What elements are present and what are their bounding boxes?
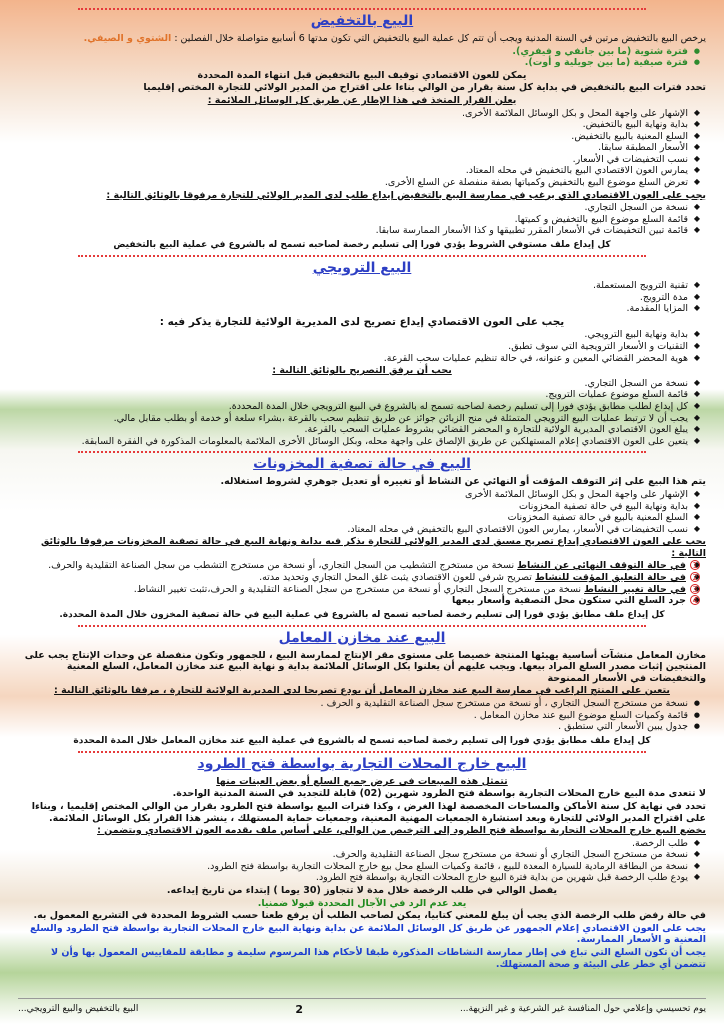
section-title-factory-stores: البيع عند مخازن المعامل — [278, 629, 446, 646]
list-item: ◆ هوية المحضر القضائي المعين و عنوانه، في حالة تنظيم عمليات سحب القرعة. — [18, 353, 700, 365]
case-text: تصريح شرفي للعون الاقتصادي يثبت غلق المحل التجاري وتحديد مدته. — [259, 571, 535, 583]
documents-list — [18, 202, 706, 237]
list-item: ◆ بداية ونهاية البيع بالتخفيض. — [18, 119, 700, 131]
list-item: ◆ قائمة السلع موضوع عمليات الترويج. — [18, 389, 700, 401]
list-item: ◆ نسخة من السجل التجاري. — [18, 202, 700, 214]
list-item: ◆ يمارس العون الاقتصادي البيع بالتخفيض في محله المعتاد. — [18, 165, 700, 177]
paragraph: يجب على العون الاقتصادي إعلام الجمهور عن طريق كل الوسائل الملائمة عن بداية ونهاية البيع خارج المحلات التجارية بواسطة فتح الطرود والسلع المعنية و الأسعار الممارسة. — [29, 922, 706, 946]
list-item: ◆ كل إيداع لطلب مطابق يؤدي فورا إلى تسليم رخصة لصاحبه تسمح له بالشروع في البيع الترويجي خلال المدة المحددة. — [18, 401, 700, 413]
divider — [78, 625, 646, 627]
list-item: ◆ التقنيات و الأسعار الترويجية التي سوف تطبق. — [18, 341, 700, 353]
list-item: ◆ بداية ونهاية البيع في حالة تصفية المخزونات — [18, 501, 700, 513]
case-text: نسخة من مستخرج التشطيب من السجل التجاري، أو نسخة من مستخرج التشطب من سجل الصناعة التقليدية والحرف. — [48, 560, 518, 572]
list-item: ◆ نسب التخفيضات في الأسعار. — [18, 154, 700, 166]
list-item: ◆ قائمة تبين التخفيضات في الأسعار المقرر تطبيقها و كذا الأسعار الممارسة سابقا. — [18, 225, 700, 237]
note: كل إيداع ملف مطابق يؤدي فورا إلى تسليم رخصة لصاحبه تسمح له بالشروع في عملية البيع في حالة تصفية المخزون خلال المدة المحددة. — [59, 609, 665, 620]
note: كل إيداع ملف مطابق يؤدي فورا إلى تسليم رخصة لصاحبه تسمح له بالشروع في عملية البيع عند مخازن المعامل خلال المدة المحددة — [73, 735, 651, 746]
list-item: ◆ يجب أن لا ترتبط عمليات البيع الترويجي المتمثلة في منح الزبائن جوائز عن طريق تنظيم سحب بالقرعة ،بشراء سلعة أو خدمة أو بطلب مقابل مالي. — [18, 413, 700, 425]
paragraph: تحدد فترات البيع بالتخفيض في بداية كل سنة بقرار من الوالي بناءا على اقتراح من المدير الولائي للتجارة المختص إقليميا — [143, 82, 706, 94]
footer-right-text: يوم تحسيسي وإعلامي حول المنافسة غير الشرعية و غير النزيهة... — [459, 1004, 706, 1015]
list-item — [18, 584, 700, 596]
cases-list — [18, 560, 706, 606]
paragraph: يجب على العون الاقتصادي إيداع تصريح مسبق لدى المدير الولائي للتجارة يذكر فيه بداية ونهاية البيع في حالة تصفية المخزونات مرفوقا بالوثائق التالية : — [40, 536, 706, 559]
paragraph: لا تتعدى مدة البيع خارج المحلات التجارية بواسطة فتح الطرود شهرين (02) قابلة للتجديد في السنة المدنية الواحدة. — [172, 788, 706, 800]
list-item: ◆ السلع المعنية بالبيع في حالة تصفية المخزونات — [18, 512, 700, 524]
footer-left-text: البيع بالتخفيض والبيع الترويجي... — [18, 1004, 139, 1015]
paragraph: يعد عدم الرد في الآجال المحددة قبولا ضمنيا. — [257, 897, 467, 909]
list-item: ◆ بداية ونهاية البيع الترويجي. — [18, 329, 700, 341]
list-item: ● فترة صيفية (ما بين جويلية و أوت). — [18, 57, 700, 69]
clearance-list — [18, 489, 706, 535]
section-title-promotional-sale: البيع الترويجي — [312, 259, 412, 276]
list-item: ◆ نسخة من البطاقة الرمادية للسيارة المعدة للبيع ، قائمة وكميات السلع محل بيع خارج المحلات التجارية بواسطة فتح الطرود. — [18, 861, 700, 873]
list-item: ◆ مدة الترويج. — [18, 292, 700, 304]
divider — [78, 451, 646, 453]
number-badge: ◆ 4 — [690, 595, 700, 605]
list-item: ◆ يبلغ العون الاقتصادي المديرية الولائية للتجارة و المحضر القضائي بشروط عمليات السحب بالقرعة. — [18, 424, 700, 436]
number-badge: ◆ 2 — [690, 572, 700, 582]
section-title-sales-discount: البيع بالتخفيض — [310, 13, 414, 29]
announcement-list — [18, 108, 706, 189]
list-item: ◆ تعرض السلع موضوع البيع بالتخفيض وكمياتها بصفة منفصلة عن السلع الأخرى. — [18, 177, 700, 189]
promo-list — [18, 280, 706, 315]
list-item — [18, 595, 700, 607]
list-item: ◆ نسخة من السجل التجاري. — [18, 378, 700, 390]
case-head: في حالة التعليق المؤقت للنشاط — [534, 571, 686, 583]
divider — [78, 8, 646, 10]
highlight-text: الشتوي و الصيفي. — [83, 33, 172, 45]
list-item: ◆ المزايا المقدمة. — [18, 303, 700, 315]
paragraph: مخازن المعامل منشآت أساسية يهيئها المنتجة خصيصا على مستوى مقر الإنتاج لممارسة البيع ، للجمهور وتكون منفصلة عن وحدات الإنتاج يجب على المنتجين إثبات مصدر السلع المراد بيعها. ويجب عليهم أن يعلنوا بكل الوسائل الملائمة بداية و نهاية البيع عند مخازن المعامل، السلع المعنية والتخفيضات في الأسعار الممنوحة — [24, 649, 706, 684]
case-text: نسخة من مستخرج السجل التجاري أو نسخة من مستخرج من سجل الصناعة التقليدية و الحرف،تثبت تغيير النشاط. — [133, 583, 585, 595]
case-head: جرد السلع التي ستكون محل التصفية وأسعار بيعها — [451, 595, 686, 607]
list-item: ◆ الإشهار على واجهة المحل و بكل الوسائل الملائمة الأخرى. — [18, 108, 700, 120]
period-list — [18, 46, 706, 69]
paragraph: يعلن القرار المتخذ في هذا الإطار عن طريق كل الوسائل الملائمة : — [207, 94, 517, 106]
list-item: ● جدول يبين الأسعار التي ستطبق . — [18, 721, 700, 733]
text: يرخص البيع بالتخفيض مرتين في السنة المدنية ويجب أن تتم كل عملية البيع بالتخفيض التي تكون مدتها 6 أسابيع متواصلة خلال الفصلين : — [171, 33, 706, 45]
paragraph: يخضع البيع خارج المحلات التجارية بواسطة فتح الطرود إلى الترخيص من الوالي، على أساس ملف يقدمه العون الاقتصادي ويتضمن : — [97, 825, 706, 837]
factory-docs-list — [18, 698, 706, 733]
list-item — [18, 572, 700, 584]
paragraph: يتعين على المنتج الراغب في ممارسة البيع عند مخازن المعامل أن يودع تصريحا لدى المديرية الولائية للتجارة ، مرفقا بالوثائق التالية : — [54, 685, 670, 697]
paragraph: يجب على العون الاقتصادي الذي يرغب في ممارسة البيع بالتخفيض إيداع طلب لدى المدير الولائي للتجارة مرفوقا بالوثائق التالية : — [106, 189, 706, 201]
section-title-outside-sales: البيع خارج المحلات التجارية بواسطة فتح الطرود — [197, 755, 527, 772]
paragraph: يجب على العون الاقتصادي إيداع تصريح لدى المديرية الولائية للتجارة يذكر فيه : — [159, 315, 565, 328]
page-footer — [18, 998, 706, 1020]
list-item: ◆ تقنية الترويج المستعملة. — [18, 280, 700, 292]
declaration-list — [18, 329, 706, 364]
divider — [78, 255, 646, 257]
list-item: ● نسخة من مستخرج السجل التجاري ، أو نسخة من مستخرج سجل الصناعة التقليدية و الحرف . — [18, 698, 700, 710]
list-item: ◆ نسخة من مستخرج السجل التجاري أو نسخة من مستخرج سجل الصناعة التقليدية والحرف. — [18, 849, 700, 861]
document-page — [18, 4, 706, 994]
paragraph: تتمثل هذه المبيعات في عرض جميع السلع أو بعض العينات منها — [216, 775, 508, 787]
paragraph: يجب أن تكون السلع التي تباع في إطار ممارسة النشاطات المذكورة طبقا لأحكام هذا المرسوم سليمة و مطابقة للمقاييس المعمول بها وأن لا تتضمن أي خطر على البيئة و صحة المستهلك. — [51, 946, 706, 970]
paragraph: يمكن للعون الاقتصادي توقيف البيع بالتخفيض قبل انتهاء المدة المحددة — [197, 69, 527, 81]
list-item: ● قائمة وكميات السلع موضوع البيع عند مخازن المعامل . — [18, 710, 700, 722]
divider — [78, 751, 646, 753]
list-item: ◆ الإشهار على واجهة المحل و بكل الوسائل الملائمة الأخرى — [18, 489, 700, 501]
list-item: ◆ يتعين على العون الاقتصادي إعلام المستهلكين عن طريق الإلصاق على واجهة محله، وبكل الوسائل الأخرى الملائمة بالمعلومات المذكورة في الفقرة السابقة. — [18, 436, 700, 448]
paragraph: يجب أن يرفق التصريح بالوثائق التالية : — [272, 365, 452, 377]
paragraph: يتم هذا البيع على إثر التوقف المؤقت أو النهائي عن النشاط أو تغييره أو تعديل جوهري لشروط استغلاله. — [220, 476, 706, 488]
list-item: ◆ يودع طلب الرخصة قبل شهرين من بداية فترة البيع خارج المحلات التجارية بواسطة فتح الطرود. — [18, 872, 700, 884]
list-item: ◆ السلع المعنية بالبيع بالتخفيض. — [18, 131, 700, 143]
list-item: ◆ طلب الرخصة. — [18, 838, 700, 850]
paragraph — [18, 33, 706, 45]
attachments-list — [18, 378, 706, 447]
list-item — [18, 560, 700, 572]
case-head: في حالة التوقف النهائي عن النشاط — [517, 560, 686, 572]
paragraph: تحدد في نهاية كل سنة الأماكن والمساحات المخصصة لهذا الغرض ، وكذا فترات البيع بواسطة فتح الطرود بقرار من الوالي المختص إقليميا ، وبناءا على اقتراح المدير الولائي للتجارة وبعد استشارة الجمعيات المهنية المعنية، وجمعيات حماية المستهلك ، ينشر هذا القرار بكل الوسائل الملائمة. — [31, 801, 706, 824]
list-item: ● فترة شتوية (ما بين جانفي و فيفري). — [18, 46, 700, 58]
list-item: ◆ قائمة السلع موضوع البيع بالتخفيض و كميتها. — [18, 214, 700, 226]
list-item: ◆ نسب التخفيضات في الأسعار، يمارس العون الاقتصادي البيع بالتخفيض في محله المعتاد. — [18, 524, 700, 536]
page-number: 2 — [295, 1002, 303, 1016]
case-head: في حالة تغيير النشاط — [584, 583, 686, 595]
note: كل إيداع ملف مستوفي الشروط يؤدي فورا إلى تسليم رخصة لصاحبه تسمح له بالشروع في عملية البيع بالتخفيض — [113, 239, 611, 250]
number-badge: ◆ 3 — [690, 584, 700, 594]
section-title-stock-clearance: البيع في حالة تصفية المخزونات — [253, 456, 471, 473]
paragraph: يفصل الوالي في طلب الرخصة خلال مدة لا تتجاوز (30 يوما ) إبتداء من تاريخ إيداعه. — [166, 885, 558, 897]
paragraph: في حالة رفض طلب الرخصة الذي يجب أن يبلغ للمعني كتابيا، يمكن لصاحب الطلب أن يرفع طعنا حسب الشروط المحددة في التشريع المعمول به. — [33, 910, 706, 922]
list-item: ◆ الأسعار المطبقة سابقا. — [18, 142, 700, 154]
number-badge: ◆ 1 — [690, 560, 700, 570]
outside-docs-list — [18, 838, 706, 884]
